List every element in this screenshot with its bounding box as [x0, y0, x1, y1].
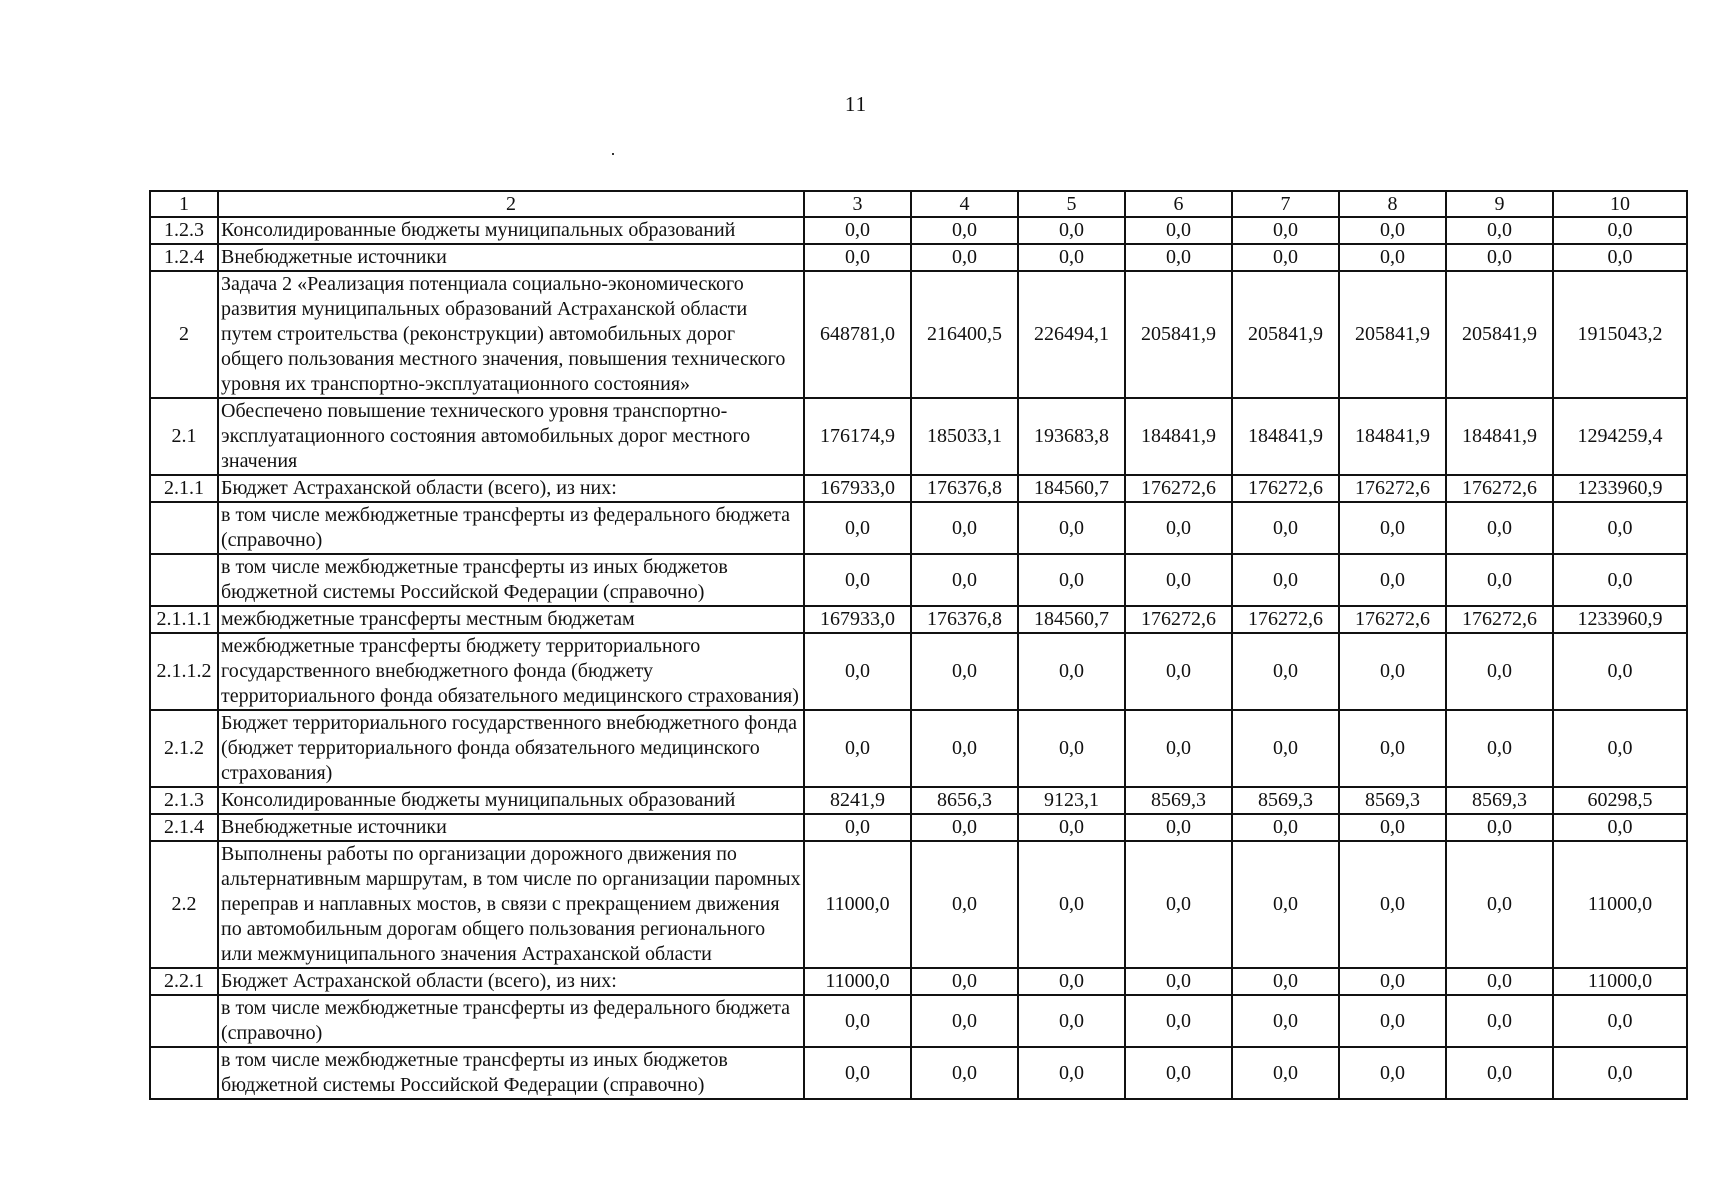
row-value-cell: 0,0 [1232, 710, 1339, 787]
row-name-cell: в том числе межбюджетные трансферты из иных бюджетов бюджетной системы Российской Федерации (справочно) [218, 1047, 804, 1099]
row-value-cell: 0,0 [911, 217, 1018, 244]
header-cell: 1 [150, 191, 218, 217]
row-value-cell: 0,0 [1018, 554, 1125, 606]
row-code-cell [150, 1047, 218, 1099]
row-value-cell: 0,0 [1446, 814, 1553, 841]
row-value-cell: 0,0 [1446, 502, 1553, 554]
header-cell: 10 [1553, 191, 1687, 217]
row-value-cell: 184841,9 [1446, 398, 1553, 475]
row-code-cell: 2.2.1 [150, 968, 218, 995]
table-row [150, 995, 1687, 1047]
row-value-cell: 0,0 [804, 502, 911, 554]
header-cell: 2 [218, 191, 804, 217]
row-value-cell: 0,0 [1232, 554, 1339, 606]
row-value-cell: 0,0 [1018, 710, 1125, 787]
row-code-cell: 2.1 [150, 398, 218, 475]
row-value-cell: 0,0 [804, 633, 911, 710]
table-row [150, 475, 1687, 502]
row-code-cell: 2.2 [150, 841, 218, 968]
row-value-cell: 0,0 [1232, 968, 1339, 995]
row-value-cell: 0,0 [1125, 217, 1232, 244]
row-value-cell: 0,0 [1018, 814, 1125, 841]
header-cell: 3 [804, 191, 911, 217]
row-code-cell: 2.1.1.1 [150, 606, 218, 633]
row-value-cell: 176272,6 [1446, 606, 1553, 633]
row-code-cell: 2.1.1 [150, 475, 218, 502]
row-value-cell: 205841,9 [1446, 271, 1553, 398]
page-number: 11 [844, 92, 868, 116]
row-code-cell [150, 995, 218, 1047]
row-value-cell: 0,0 [1125, 968, 1232, 995]
row-value-cell: 11000,0 [1553, 968, 1687, 995]
row-value-cell: 1233960,9 [1553, 475, 1687, 502]
row-value-cell: 0,0 [1339, 968, 1446, 995]
row-value-cell: 0,0 [1339, 995, 1446, 1047]
budget-table [149, 190, 1688, 1100]
row-value-cell: 0,0 [1339, 244, 1446, 271]
row-value-cell: 176272,6 [1232, 606, 1339, 633]
row-code-cell [150, 554, 218, 606]
row-value-cell: 0,0 [1339, 502, 1446, 554]
row-value-cell: 0,0 [1553, 814, 1687, 841]
row-value-cell: 0,0 [1232, 1047, 1339, 1099]
row-value-cell: 176272,6 [1339, 606, 1446, 633]
row-value-cell: 1294259,4 [1553, 398, 1687, 475]
row-value-cell: 176272,6 [1125, 475, 1232, 502]
row-value-cell: 0,0 [1125, 841, 1232, 968]
row-value-cell: 0,0 [1232, 633, 1339, 710]
row-value-cell: 0,0 [1339, 633, 1446, 710]
row-value-cell: 185033,1 [911, 398, 1018, 475]
header-cell: 9 [1446, 191, 1553, 217]
row-value-cell: 0,0 [1232, 217, 1339, 244]
row-value-cell: 193683,8 [1018, 398, 1125, 475]
row-value-cell: 205841,9 [1339, 271, 1446, 398]
table-row [150, 606, 1687, 633]
row-value-cell: 0,0 [1553, 1047, 1687, 1099]
row-value-cell: 0,0 [804, 814, 911, 841]
table-row [150, 217, 1687, 244]
row-value-cell: 0,0 [804, 554, 911, 606]
row-value-cell: 0,0 [1446, 554, 1553, 606]
row-value-cell: 0,0 [1446, 710, 1553, 787]
row-value-cell: 0,0 [1018, 217, 1125, 244]
row-value-cell: 0,0 [1018, 502, 1125, 554]
row-value-cell: 0,0 [1553, 217, 1687, 244]
row-value-cell: 0,0 [911, 633, 1018, 710]
row-code-cell: 2.1.3 [150, 787, 218, 814]
row-value-cell: 0,0 [1125, 814, 1232, 841]
row-value-cell: 0,0 [1125, 995, 1232, 1047]
row-value-cell: 0,0 [1553, 554, 1687, 606]
row-name-cell: межбюджетные трансферты бюджету территориального государственного внебюджетного фонда (бюджету территориального фонда обязательного медицинского страхования) [218, 633, 804, 710]
row-value-cell: 205841,9 [1232, 271, 1339, 398]
row-value-cell: 167933,0 [804, 606, 911, 633]
table-row [150, 502, 1687, 554]
row-value-cell: 0,0 [1339, 554, 1446, 606]
row-value-cell: 0,0 [1232, 814, 1339, 841]
row-value-cell: 0,0 [804, 217, 911, 244]
row-value-cell: 0,0 [1446, 217, 1553, 244]
row-value-cell: 0,0 [1018, 995, 1125, 1047]
row-value-cell: 0,0 [1232, 841, 1339, 968]
header-cell: 4 [911, 191, 1018, 217]
row-name-cell: в том числе межбюджетные трансферты из федерального бюджета (справочно) [218, 995, 804, 1047]
row-value-cell: 226494,1 [1018, 271, 1125, 398]
row-value-cell: 0,0 [1553, 502, 1687, 554]
table-row [150, 710, 1687, 787]
row-value-cell: 184841,9 [1339, 398, 1446, 475]
row-value-cell: 0,0 [1125, 710, 1232, 787]
row-value-cell: 0,0 [911, 244, 1018, 271]
header-cell: 7 [1232, 191, 1339, 217]
row-value-cell: 648781,0 [804, 271, 911, 398]
row-value-cell: 0,0 [911, 968, 1018, 995]
row-value-cell: 0,0 [911, 995, 1018, 1047]
row-value-cell: 8569,3 [1339, 787, 1446, 814]
row-value-cell: 60298,5 [1553, 787, 1687, 814]
row-name-cell: Внебюджетные источники [218, 244, 804, 271]
row-value-cell: 11000,0 [804, 968, 911, 995]
row-value-cell: 8241,9 [804, 787, 911, 814]
row-value-cell: 0,0 [1446, 995, 1553, 1047]
row-value-cell: 0,0 [911, 710, 1018, 787]
row-name-cell: Консолидированные бюджеты муниципальных образований [218, 787, 804, 814]
row-value-cell: 167933,0 [804, 475, 911, 502]
row-value-cell: 0,0 [1339, 841, 1446, 968]
row-name-cell: Бюджет Астраханской области (всего), из них: [218, 968, 804, 995]
row-value-cell: 0,0 [804, 244, 911, 271]
row-name-cell: Выполнены работы по организации дорожного движения по альтернативным маршрутам, в том числе по организации паромных переправ и наплавных мостов, в связи с прекращением движения по автомобильным дорогам общего пользования регионального или межмуниципального значения Астраханской области [218, 841, 804, 968]
row-code-cell: 2.1.2 [150, 710, 218, 787]
row-value-cell: 0,0 [1125, 244, 1232, 271]
row-value-cell: 0,0 [1446, 1047, 1553, 1099]
row-value-cell: 11000,0 [804, 841, 911, 968]
row-value-cell: 0,0 [804, 1047, 911, 1099]
row-value-cell: 216400,5 [911, 271, 1018, 398]
row-value-cell: 184841,9 [1232, 398, 1339, 475]
row-value-cell: 0,0 [1125, 554, 1232, 606]
header-cell: 5 [1018, 191, 1125, 217]
row-value-cell: 0,0 [1125, 633, 1232, 710]
table-row [150, 841, 1687, 968]
row-name-cell: межбюджетные трансферты местным бюджетам [218, 606, 804, 633]
row-value-cell: 0,0 [1553, 244, 1687, 271]
row-value-cell: 0,0 [911, 554, 1018, 606]
row-value-cell: 0,0 [1446, 841, 1553, 968]
row-value-cell: 0,0 [1446, 633, 1553, 710]
row-value-cell: 0,0 [911, 841, 1018, 968]
row-value-cell: 0,0 [1018, 841, 1125, 968]
row-code-cell: 2 [150, 271, 218, 398]
row-value-cell: 0,0 [1018, 633, 1125, 710]
row-name-cell: в том числе межбюджетные трансферты из иных бюджетов бюджетной системы Российской Федерации (справочно) [218, 554, 804, 606]
row-value-cell: 0,0 [804, 710, 911, 787]
row-value-cell: 0,0 [1232, 502, 1339, 554]
row-value-cell: 0,0 [1553, 633, 1687, 710]
row-value-cell: 184560,7 [1018, 475, 1125, 502]
row-value-cell: 0,0 [1553, 995, 1687, 1047]
table-row [150, 244, 1687, 271]
row-value-cell: 8656,3 [911, 787, 1018, 814]
row-value-cell: 0,0 [1339, 1047, 1446, 1099]
header-cell: 8 [1339, 191, 1446, 217]
row-value-cell: 8569,3 [1125, 787, 1232, 814]
row-value-cell: 205841,9 [1125, 271, 1232, 398]
table-header-row [150, 191, 1687, 217]
row-value-cell: 11000,0 [1553, 841, 1687, 968]
table-row [150, 968, 1687, 995]
row-value-cell: 176272,6 [1339, 475, 1446, 502]
row-code-cell: 2.1.1.2 [150, 633, 218, 710]
header-cell: 6 [1125, 191, 1232, 217]
row-value-cell: 0,0 [1446, 244, 1553, 271]
row-value-cell: 0,0 [1446, 968, 1553, 995]
row-value-cell: 176272,6 [1232, 475, 1339, 502]
row-value-cell: 9123,1 [1018, 787, 1125, 814]
row-value-cell: 0,0 [1232, 995, 1339, 1047]
row-value-cell: 8569,3 [1232, 787, 1339, 814]
row-value-cell: 184560,7 [1018, 606, 1125, 633]
row-value-cell: 0,0 [1232, 244, 1339, 271]
table-row [150, 814, 1687, 841]
row-value-cell: 1915043,2 [1553, 271, 1687, 398]
row-value-cell: 0,0 [1018, 968, 1125, 995]
row-name-cell: Бюджет территориального государственного внебюджетного фонда (бюджет территориального фонда обязательного медицинского страхования) [218, 710, 804, 787]
row-value-cell: 176272,6 [1446, 475, 1553, 502]
row-value-cell: 0,0 [1018, 1047, 1125, 1099]
row-value-cell: 0,0 [911, 502, 1018, 554]
row-name-cell: Обеспечено повышение технического уровня транспортно-эксплуатационного состояния автомобильных дорог местного значения [218, 398, 804, 475]
row-name-cell: Консолидированные бюджеты муниципальных образований [218, 217, 804, 244]
row-value-cell: 1233960,9 [1553, 606, 1687, 633]
row-value-cell: 0,0 [1125, 1047, 1232, 1099]
table-row [150, 554, 1687, 606]
table-row [150, 398, 1687, 475]
row-value-cell: 0,0 [1339, 217, 1446, 244]
table-row [150, 787, 1687, 814]
row-value-cell: 176376,8 [911, 606, 1018, 633]
row-value-cell: 0,0 [1125, 502, 1232, 554]
row-value-cell: 0,0 [1018, 244, 1125, 271]
row-value-cell: 0,0 [1339, 710, 1446, 787]
row-code-cell: 1.2.3 [150, 217, 218, 244]
row-value-cell: 184841,9 [1125, 398, 1232, 475]
row-value-cell: 0,0 [804, 995, 911, 1047]
row-value-cell: 176376,8 [911, 475, 1018, 502]
row-value-cell: 176174,9 [804, 398, 911, 475]
scan-speck [612, 153, 614, 155]
table-row [150, 271, 1687, 398]
row-code-cell: 1.2.4 [150, 244, 218, 271]
row-value-cell: 0,0 [1553, 710, 1687, 787]
row-value-cell: 0,0 [1339, 814, 1446, 841]
row-name-cell: в том числе межбюджетные трансферты из федерального бюджета (справочно) [218, 502, 804, 554]
row-name-cell: Задача 2 «Реализация потенциала социально-экономического развития муниципальных образований Астраханской области путем строительства (реконструкции) автомобильных дорог общего пользования местного значения, повышения технического уровня их транспортно-эксплуатационного состояния» [218, 271, 804, 398]
row-value-cell: 176272,6 [1125, 606, 1232, 633]
row-value-cell: 0,0 [911, 1047, 1018, 1099]
table-row [150, 1047, 1687, 1099]
row-code-cell: 2.1.4 [150, 814, 218, 841]
row-value-cell: 0,0 [911, 814, 1018, 841]
row-name-cell: Внебюджетные источники [218, 814, 804, 841]
row-name-cell: Бюджет Астраханской области (всего), из них: [218, 475, 804, 502]
row-code-cell [150, 502, 218, 554]
table-row [150, 633, 1687, 710]
row-value-cell: 8569,3 [1446, 787, 1553, 814]
